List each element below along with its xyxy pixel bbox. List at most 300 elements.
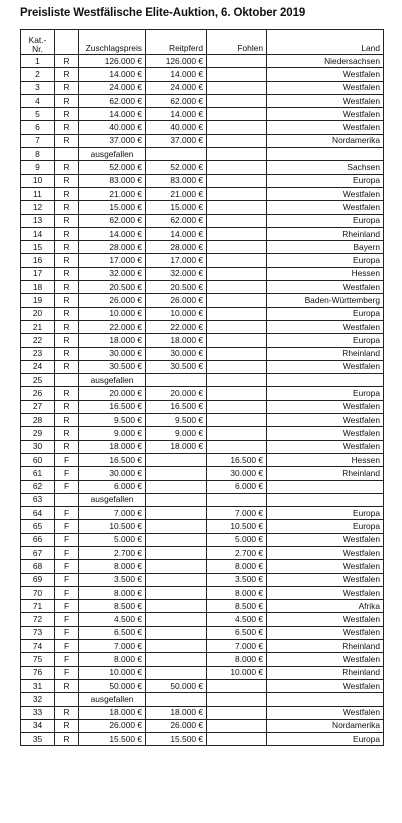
cell-kat-nr: 63: [21, 493, 55, 506]
cell-kat-nr: 67: [21, 546, 55, 559]
cell-foal: [207, 281, 267, 294]
cell-foal: 2.700 €: [207, 546, 267, 559]
cell-price: 17.000 €: [79, 254, 146, 267]
cell-country: Westfalen: [267, 546, 384, 559]
cell-type: R: [55, 161, 79, 174]
cell-type: R: [55, 334, 79, 347]
cell-type: F: [55, 480, 79, 493]
cell-kat-nr: 27: [21, 400, 55, 413]
header-kat-nr: [21, 30, 55, 55]
cell-price: 37.000 €: [79, 134, 146, 147]
cell-country: Westfalen: [267, 427, 384, 440]
cell-foal: 4.500 €: [207, 613, 267, 626]
cell-price: 83.000 €: [79, 174, 146, 187]
cell-foal: [207, 387, 267, 400]
cell-kat-nr: 66: [21, 533, 55, 546]
cell-kat-nr: 23: [21, 347, 55, 360]
cell-country: Europa: [267, 507, 384, 520]
cell-price: 20.000 €: [79, 387, 146, 400]
cell-price: 8.000 €: [79, 653, 146, 666]
cell-foal: [207, 719, 267, 732]
cell-price: 18.000 €: [79, 706, 146, 719]
table-row: [21, 467, 384, 480]
cell-foal: [207, 81, 267, 94]
price-table: [20, 29, 384, 746]
table-row: [21, 573, 384, 586]
cell-riding-horse: [146, 546, 207, 559]
cell-price: 15.500 €: [79, 733, 146, 746]
table-row: [21, 227, 384, 240]
header-kat-line2: Nr.: [32, 44, 43, 54]
cell-country: [267, 148, 384, 161]
cell-type: R: [55, 201, 79, 214]
cell-type: F: [55, 507, 79, 520]
cell-country: Westfalen: [267, 414, 384, 427]
cell-riding-horse: 18.000 €: [146, 706, 207, 719]
cell-kat-nr: 3: [21, 81, 55, 94]
table-header: [21, 30, 384, 55]
cell-kat-nr: 76: [21, 666, 55, 679]
cell-foal: 7.000 €: [207, 507, 267, 520]
cell-kat-nr: 12: [21, 201, 55, 214]
cell-riding-horse: [146, 480, 207, 493]
cell-type: F: [55, 546, 79, 559]
cell-country: [267, 374, 384, 387]
cell-foal: [207, 320, 267, 333]
table-row: [21, 108, 384, 121]
cell-type: R: [55, 55, 79, 68]
cell-type: F: [55, 640, 79, 653]
cell-type: [55, 493, 79, 506]
header-price: Zuschlagspreis: [79, 30, 146, 55]
cell-country: [267, 480, 384, 493]
table-row: [21, 414, 384, 427]
cell-type: R: [55, 347, 79, 360]
cell-foal: [207, 347, 267, 360]
cell-country: Westfalen: [267, 440, 384, 453]
cell-price: ausgefallen: [79, 374, 146, 387]
cell-foal: [207, 267, 267, 280]
cell-riding-horse: 18.000 €: [146, 440, 207, 453]
cell-type: [55, 374, 79, 387]
cell-riding-horse: [146, 600, 207, 613]
cell-price: 8.000 €: [79, 586, 146, 599]
cell-riding-horse: [146, 626, 207, 639]
cell-type: R: [55, 387, 79, 400]
header-country: Land: [267, 30, 384, 55]
cell-kat-nr: 13: [21, 214, 55, 227]
cell-kat-nr: 20: [21, 307, 55, 320]
table-row: [21, 427, 384, 440]
cell-price: 2.700 €: [79, 546, 146, 559]
cell-riding-horse: 37.000 €: [146, 134, 207, 147]
cell-riding-horse: [146, 453, 207, 466]
cell-price: 4.500 €: [79, 613, 146, 626]
cell-kat-nr: 62: [21, 480, 55, 493]
cell-kat-nr: 71: [21, 600, 55, 613]
cell-price: 30.000 €: [79, 347, 146, 360]
cell-kat-nr: 9: [21, 161, 55, 174]
cell-type: F: [55, 666, 79, 679]
cell-kat-nr: 70: [21, 586, 55, 599]
table-row: [21, 320, 384, 333]
table-row: [21, 81, 384, 94]
cell-foal: [207, 174, 267, 187]
table-row: [21, 94, 384, 107]
cell-price: 62.000 €: [79, 214, 146, 227]
cell-type: R: [55, 281, 79, 294]
cell-price: 3.500 €: [79, 573, 146, 586]
cell-price: 10.000 €: [79, 307, 146, 320]
cell-country: Europa: [267, 174, 384, 187]
cell-price: 14.000 €: [79, 68, 146, 81]
cell-riding-horse: 30.000 €: [146, 347, 207, 360]
cell-riding-horse: 10.000 €: [146, 307, 207, 320]
cell-foal: [207, 706, 267, 719]
cell-kat-nr: 68: [21, 560, 55, 573]
table-row: [21, 546, 384, 559]
table-row: [21, 334, 384, 347]
table-row: [21, 706, 384, 719]
cell-riding-horse: [146, 666, 207, 679]
cell-country: Westfalen: [267, 201, 384, 214]
cell-price: 40.000 €: [79, 121, 146, 134]
cell-riding-horse: 83.000 €: [146, 174, 207, 187]
cell-type: F: [55, 533, 79, 546]
cell-type: R: [55, 227, 79, 240]
cell-country: Rheinland: [267, 347, 384, 360]
cell-foal: [207, 334, 267, 347]
table-row: [21, 281, 384, 294]
cell-riding-horse: 62.000 €: [146, 94, 207, 107]
cell-kat-nr: 11: [21, 187, 55, 200]
cell-type: F: [55, 520, 79, 533]
cell-foal: [207, 161, 267, 174]
cell-riding-horse: 17.000 €: [146, 254, 207, 267]
cell-foal: 8.500 €: [207, 600, 267, 613]
cell-riding-horse: [146, 573, 207, 586]
cell-foal: [207, 148, 267, 161]
cell-country: Westfalen: [267, 81, 384, 94]
cell-foal: 8.000 €: [207, 586, 267, 599]
cell-price: 14.000 €: [79, 108, 146, 121]
cell-riding-horse: 32.000 €: [146, 267, 207, 280]
cell-type: R: [55, 214, 79, 227]
cell-riding-horse: 16.500 €: [146, 400, 207, 413]
table-row: [21, 387, 384, 400]
table-row: [21, 347, 384, 360]
cell-type: F: [55, 467, 79, 480]
table-row: [21, 134, 384, 147]
table-row: [21, 533, 384, 546]
cell-country: Hessen: [267, 453, 384, 466]
cell-price: 7.000 €: [79, 640, 146, 653]
cell-country: Nordamerika: [267, 719, 384, 732]
cell-price: 21.000 €: [79, 187, 146, 200]
cell-type: F: [55, 560, 79, 573]
cell-foal: [207, 427, 267, 440]
cell-kat-nr: 61: [21, 467, 55, 480]
header-type: [55, 30, 79, 55]
cell-price: 7.000 €: [79, 507, 146, 520]
table-row: [21, 733, 384, 746]
table-row: [21, 653, 384, 666]
cell-price: 26.000 €: [79, 719, 146, 732]
cell-country: Afrika: [267, 600, 384, 613]
cell-foal: [207, 121, 267, 134]
cell-type: R: [55, 427, 79, 440]
table-row: [21, 719, 384, 732]
cell-country: Nordamerika: [267, 134, 384, 147]
cell-foal: [207, 68, 267, 81]
cell-price: 6.500 €: [79, 626, 146, 639]
cell-kat-nr: 33: [21, 706, 55, 719]
cell-type: R: [55, 733, 79, 746]
cell-price: 32.000 €: [79, 267, 146, 280]
cell-type: R: [55, 108, 79, 121]
cell-riding-horse: [146, 148, 207, 161]
cell-country: Baden-Württemberg: [267, 294, 384, 307]
cell-price: 8.500 €: [79, 600, 146, 613]
table-row: [21, 374, 384, 387]
cell-foal: [207, 693, 267, 706]
cell-riding-horse: 9.500 €: [146, 414, 207, 427]
cell-type: R: [55, 307, 79, 320]
cell-price: 30.500 €: [79, 360, 146, 373]
cell-country: Westfalen: [267, 121, 384, 134]
cell-riding-horse: [146, 507, 207, 520]
cell-kat-nr: 16: [21, 254, 55, 267]
cell-type: R: [55, 400, 79, 413]
cell-price: 6.000 €: [79, 480, 146, 493]
cell-type: R: [55, 414, 79, 427]
cell-price: 5.000 €: [79, 533, 146, 546]
cell-country: Westfalen: [267, 653, 384, 666]
table-row: [21, 174, 384, 187]
table-row: [21, 626, 384, 639]
cell-foal: [207, 440, 267, 453]
cell-foal: 3.500 €: [207, 573, 267, 586]
cell-riding-horse: 40.000 €: [146, 121, 207, 134]
cell-type: R: [55, 254, 79, 267]
cell-country: Europa: [267, 733, 384, 746]
cell-country: Europa: [267, 387, 384, 400]
cell-country: Westfalen: [267, 679, 384, 692]
table-row: [21, 666, 384, 679]
cell-type: R: [55, 440, 79, 453]
cell-riding-horse: 14.000 €: [146, 108, 207, 121]
table-row: [21, 679, 384, 692]
cell-foal: [207, 374, 267, 387]
cell-kat-nr: 10: [21, 174, 55, 187]
cell-type: R: [55, 719, 79, 732]
cell-riding-horse: 52.000 €: [146, 161, 207, 174]
cell-foal: [207, 108, 267, 121]
cell-riding-horse: [146, 640, 207, 653]
cell-price: 10.000 €: [79, 666, 146, 679]
cell-country: Westfalen: [267, 613, 384, 626]
cell-kat-nr: 32: [21, 693, 55, 706]
cell-country: [267, 493, 384, 506]
cell-price: 15.000 €: [79, 201, 146, 214]
cell-price: 20.500 €: [79, 281, 146, 294]
cell-foal: [207, 254, 267, 267]
cell-kat-nr: 4: [21, 94, 55, 107]
table-row: [21, 600, 384, 613]
cell-kat-nr: 60: [21, 453, 55, 466]
cell-price: ausgefallen: [79, 148, 146, 161]
cell-price: 30.000 €: [79, 467, 146, 480]
document-title: Preisliste Westfälische Elite-Auktion, 6. Oktober 2019: [20, 7, 306, 19]
header-kat-line1: Kat.-: [28, 35, 47, 45]
cell-foal: [207, 493, 267, 506]
table-row: [21, 640, 384, 653]
cell-riding-horse: 9.000 €: [146, 427, 207, 440]
cell-kat-nr: 22: [21, 334, 55, 347]
cell-type: F: [55, 453, 79, 466]
cell-kat-nr: 5: [21, 108, 55, 121]
table-body: [21, 55, 384, 746]
cell-foal: 6.500 €: [207, 626, 267, 639]
cell-country: Westfalen: [267, 400, 384, 413]
cell-price: 9.000 €: [79, 427, 146, 440]
cell-kat-nr: 31: [21, 679, 55, 692]
cell-riding-horse: 20.000 €: [146, 387, 207, 400]
cell-country: Westfalen: [267, 187, 384, 200]
cell-country: Westfalen: [267, 573, 384, 586]
cell-price: 24.000 €: [79, 81, 146, 94]
cell-type: R: [55, 121, 79, 134]
cell-country: Rheinland: [267, 227, 384, 240]
cell-foal: [207, 679, 267, 692]
cell-country: Europa: [267, 254, 384, 267]
cell-type: F: [55, 653, 79, 666]
cell-riding-horse: [146, 467, 207, 480]
cell-riding-horse: 50.000 €: [146, 679, 207, 692]
cell-kat-nr: 29: [21, 427, 55, 440]
cell-foal: [207, 55, 267, 68]
cell-foal: [207, 733, 267, 746]
header-row: [21, 30, 384, 55]
cell-country: [267, 693, 384, 706]
table-row: [21, 493, 384, 506]
table-row: [21, 480, 384, 493]
cell-foal: [207, 414, 267, 427]
cell-country: Europa: [267, 334, 384, 347]
cell-country: Westfalen: [267, 94, 384, 107]
table-row: [21, 520, 384, 533]
cell-riding-horse: 21.000 €: [146, 187, 207, 200]
cell-foal: 8.000 €: [207, 653, 267, 666]
cell-riding-horse: 62.000 €: [146, 214, 207, 227]
cell-riding-horse: [146, 374, 207, 387]
cell-riding-horse: 26.000 €: [146, 294, 207, 307]
cell-country: Westfalen: [267, 706, 384, 719]
cell-kat-nr: 64: [21, 507, 55, 520]
cell-type: R: [55, 187, 79, 200]
table-row: [21, 693, 384, 706]
cell-foal: [207, 201, 267, 214]
cell-riding-horse: 28.000 €: [146, 241, 207, 254]
cell-price: ausgefallen: [79, 693, 146, 706]
cell-kat-nr: 6: [21, 121, 55, 134]
cell-type: R: [55, 267, 79, 280]
cell-type: F: [55, 613, 79, 626]
header-foal: Fohlen: [207, 30, 267, 55]
cell-type: F: [55, 573, 79, 586]
table-row: [21, 201, 384, 214]
cell-kat-nr: 72: [21, 613, 55, 626]
cell-country: Westfalen: [267, 560, 384, 573]
cell-country: Westfalen: [267, 360, 384, 373]
cell-riding-horse: [146, 653, 207, 666]
cell-kat-nr: 30: [21, 440, 55, 453]
cell-kat-nr: 75: [21, 653, 55, 666]
cell-price: 14.000 €: [79, 227, 146, 240]
cell-country: Bayern: [267, 241, 384, 254]
cell-country: Westfalen: [267, 68, 384, 81]
table-row: [21, 307, 384, 320]
cell-riding-horse: 15.500 €: [146, 733, 207, 746]
cell-country: Westfalen: [267, 586, 384, 599]
cell-price: 10.500 €: [79, 520, 146, 533]
cell-riding-horse: 14.000 €: [146, 227, 207, 240]
cell-kat-nr: 24: [21, 360, 55, 373]
cell-kat-nr: 25: [21, 374, 55, 387]
cell-type: R: [55, 68, 79, 81]
cell-foal: [207, 134, 267, 147]
cell-kat-nr: 21: [21, 320, 55, 333]
cell-kat-nr: 2: [21, 68, 55, 81]
cell-riding-horse: 15.000 €: [146, 201, 207, 214]
cell-type: R: [55, 94, 79, 107]
cell-price: 28.000 €: [79, 241, 146, 254]
cell-kat-nr: 14: [21, 227, 55, 240]
cell-price: 9.500 €: [79, 414, 146, 427]
cell-type: R: [55, 320, 79, 333]
cell-price: 16.500 €: [79, 453, 146, 466]
cell-country: Europa: [267, 520, 384, 533]
table-row: [21, 586, 384, 599]
cell-foal: 7.000 €: [207, 640, 267, 653]
cell-foal: [207, 294, 267, 307]
cell-country: Rheinland: [267, 640, 384, 653]
cell-price: 50.000 €: [79, 679, 146, 692]
cell-type: R: [55, 679, 79, 692]
cell-country: Hessen: [267, 267, 384, 280]
cell-riding-horse: [146, 586, 207, 599]
cell-country: Rheinland: [267, 666, 384, 679]
cell-riding-horse: [146, 533, 207, 546]
cell-foal: 6.000 €: [207, 480, 267, 493]
cell-riding-horse: [146, 613, 207, 626]
cell-country: Westfalen: [267, 281, 384, 294]
table-row: [21, 453, 384, 466]
cell-riding-horse: [146, 560, 207, 573]
cell-type: R: [55, 241, 79, 254]
table-row: [21, 187, 384, 200]
table-row: [21, 294, 384, 307]
cell-riding-horse: [146, 693, 207, 706]
cell-price: 18.000 €: [79, 334, 146, 347]
cell-type: R: [55, 81, 79, 94]
table-row: [21, 214, 384, 227]
table-row: [21, 613, 384, 626]
table-row: [21, 360, 384, 373]
cell-country: Niedersachsen: [267, 55, 384, 68]
table-row: [21, 161, 384, 174]
cell-country: Europa: [267, 307, 384, 320]
